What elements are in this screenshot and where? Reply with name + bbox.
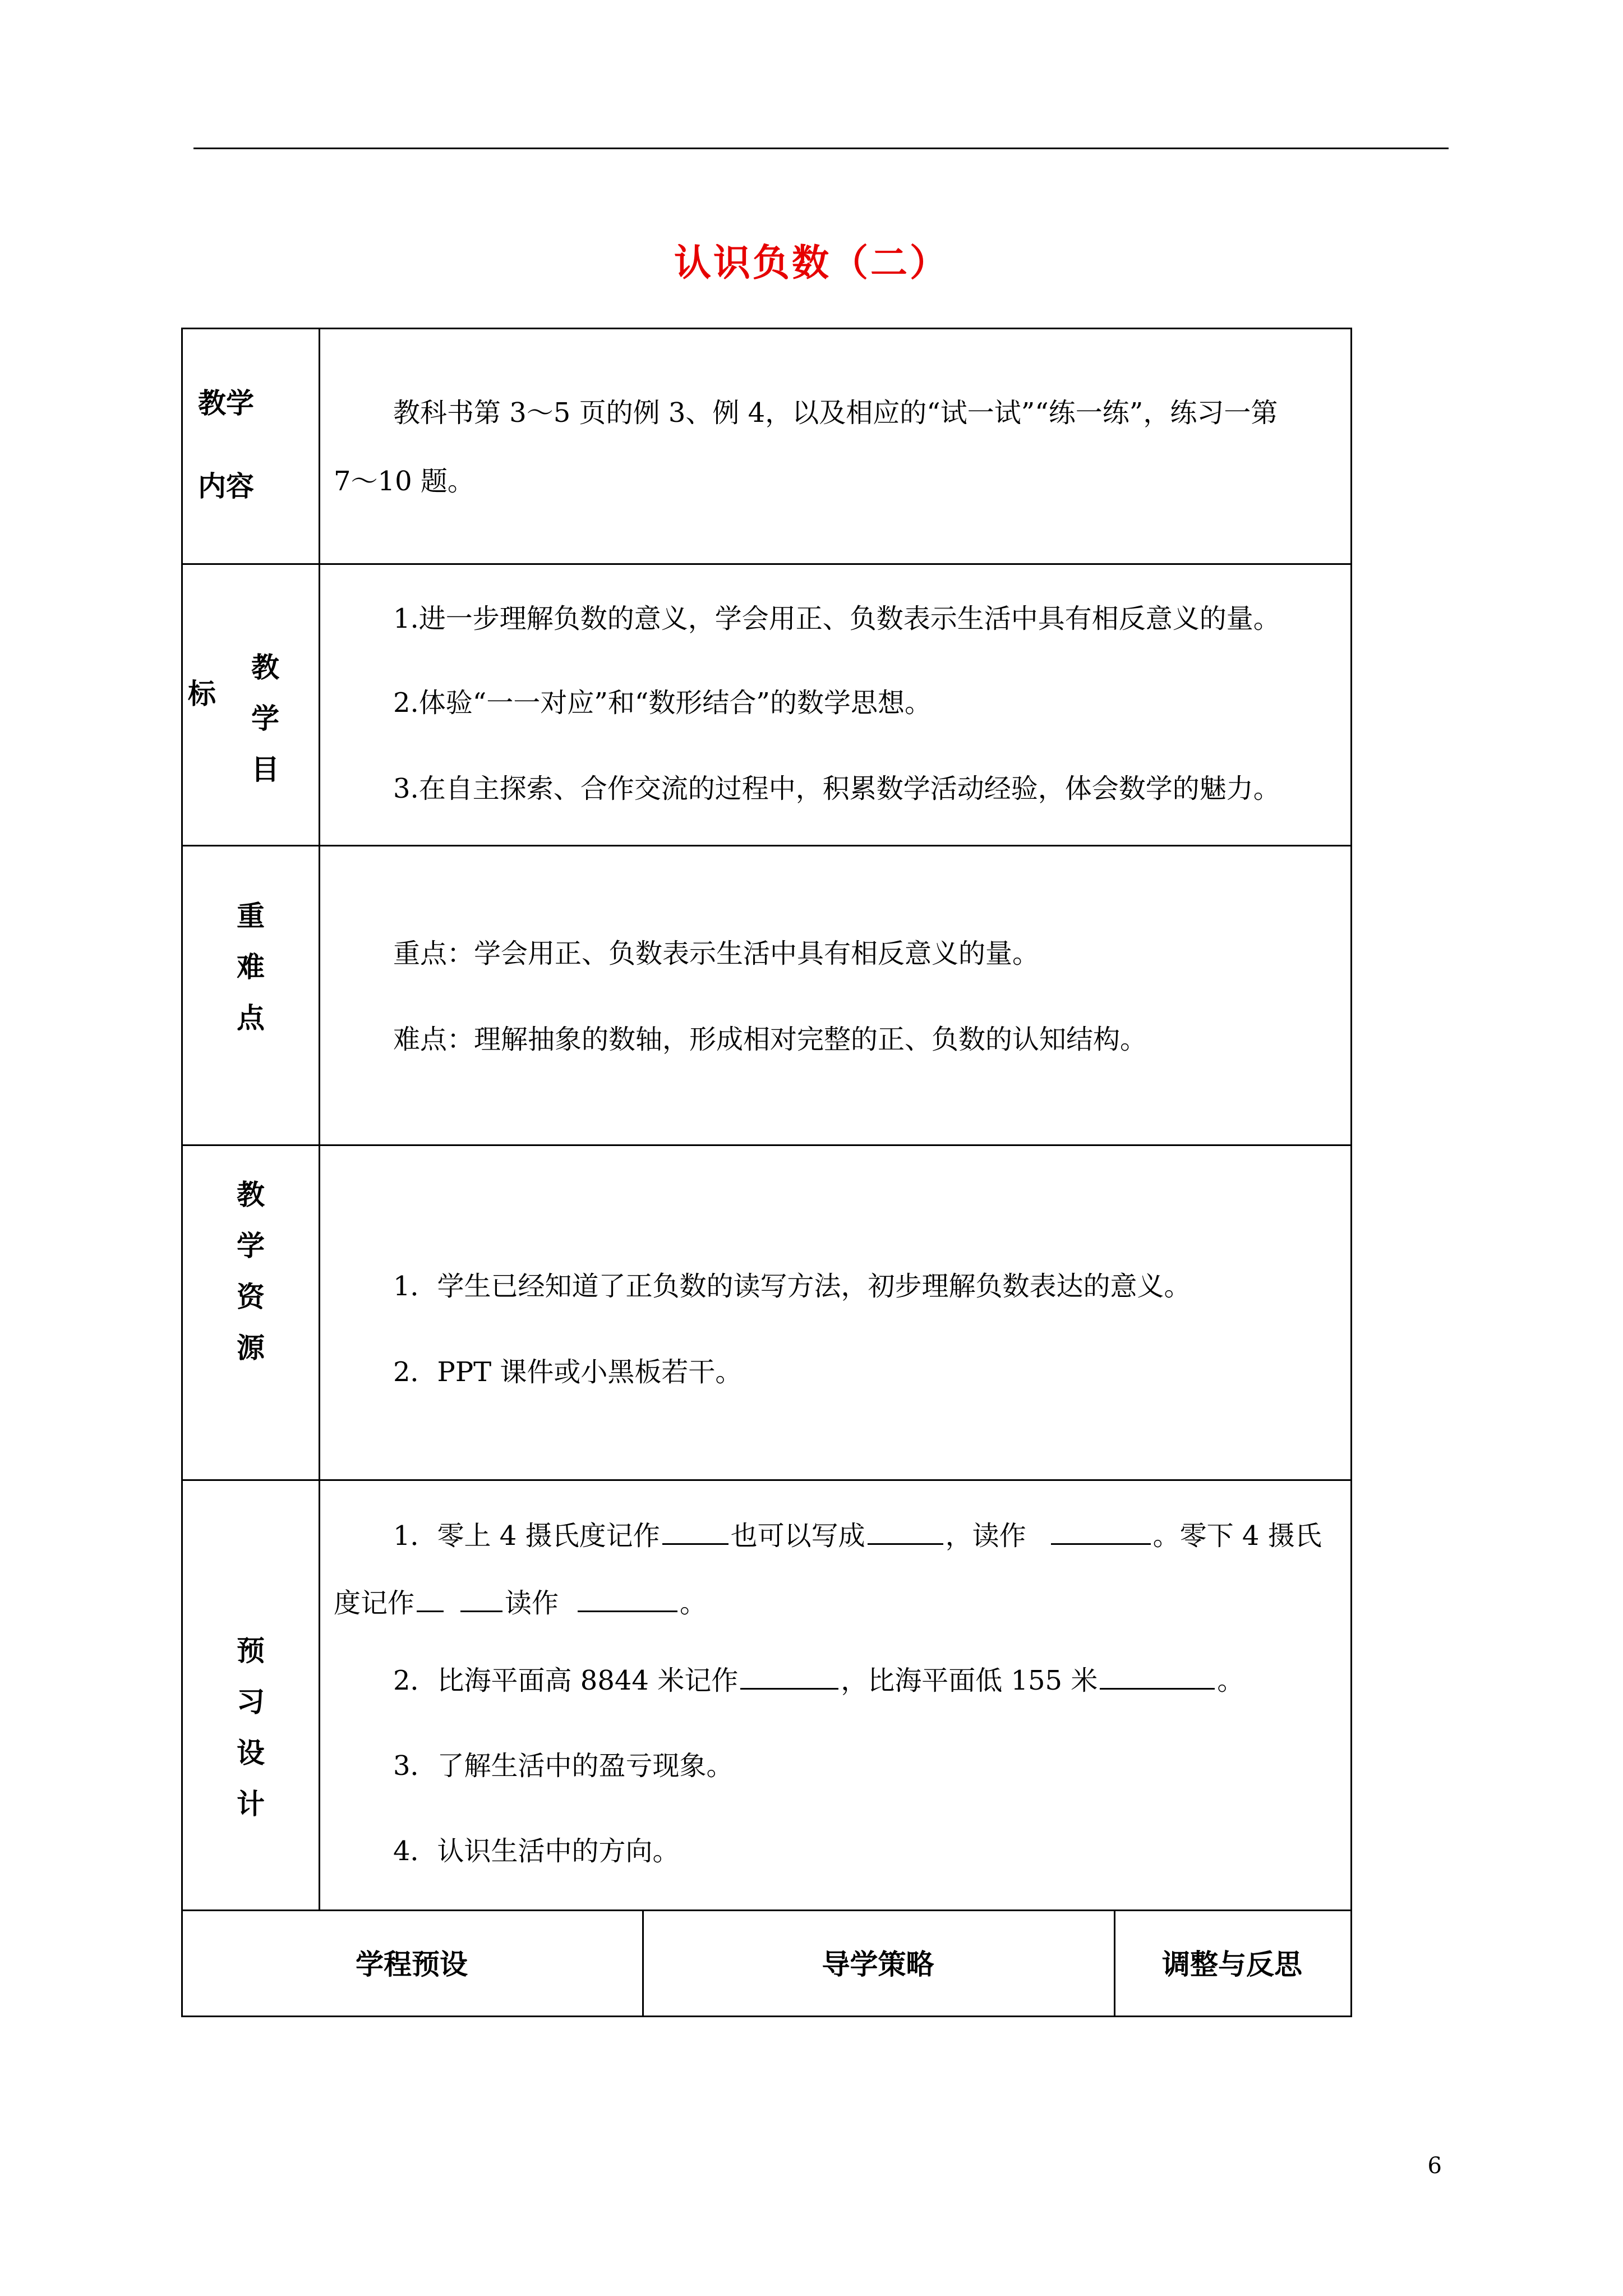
goal-item-1: 1.进一步理解负数的意义，学会用正、负数表示生活中具有相反意义的量。 — [393, 603, 1280, 634]
page-title: 认识负数（二） — [674, 241, 949, 284]
label-column-divider — [319, 328, 320, 1911]
key-points-label — [234, 890, 268, 1043]
q1-part: 也可以写成 — [730, 1520, 865, 1552]
content-line-1: 教科书第 3～5 页的例 3、例 4，以及相应的“试一试”“练一练”，练习一第 — [393, 397, 1278, 429]
goals-label-char: 教 — [251, 651, 279, 684]
preview-label-char: 设 — [237, 1736, 265, 1769]
preview-label-char: 预 — [237, 1634, 265, 1667]
answer-blank[interactable] — [1051, 1543, 1151, 1545]
answer-blank[interactable] — [460, 1610, 502, 1612]
difficulty-text: 难点：理解抽象的数轴，形成相对完整的正、负数的认知结构。 — [393, 1024, 1147, 1055]
preview-question-1 — [393, 1520, 1322, 1552]
preview-question-1-cont — [334, 1590, 707, 1617]
preview-label-char: 习 — [237, 1685, 265, 1718]
row-divider — [181, 845, 1352, 846]
resources-label-char: 教 — [237, 1178, 265, 1211]
answer-blank[interactable] — [662, 1543, 728, 1545]
footer-col-2: 导学策略 — [822, 1948, 934, 1981]
key-points-label-char: 点 — [237, 1001, 265, 1034]
preview-label — [234, 1625, 268, 1829]
resource-item-1: 1．学生已经知道了正负数的读写方法，初步理解负数表达的意义。 — [393, 1271, 1191, 1302]
q1-part: 读作 — [505, 1588, 559, 1619]
page-number: 6 — [1427, 2153, 1442, 2179]
row-divider — [181, 1144, 1352, 1146]
q1-part: 。零下 4 摄氏 — [1152, 1520, 1322, 1552]
resource-item-2: 2．PPT 课件或小黑板若干。 — [393, 1356, 743, 1388]
footer-col-3: 调整与反思 — [1162, 1948, 1302, 1981]
header-rule — [193, 148, 1449, 149]
resources-label-char: 学 — [237, 1229, 265, 1262]
key-point-text: 重点：学会用正、负数表示生活中具有相反意义的量。 — [393, 938, 1040, 969]
resources-label-char: 源 — [237, 1331, 265, 1364]
row-divider — [181, 1910, 1352, 1911]
preview-question-3: 3．了解生活中的盈亏现象。 — [393, 1750, 734, 1782]
q2-part: ，比海平面低 155 米 — [841, 1665, 1098, 1696]
goal-item-2: 2.体验“一一对应”和“数形结合”的数学思想。 — [393, 687, 932, 719]
resources-label — [234, 1169, 268, 1373]
table-border-bottom — [181, 2016, 1352, 2017]
key-points-label-char: 重 — [237, 899, 265, 932]
goals-label-side: 标 — [188, 677, 216, 710]
answer-blank[interactable] — [417, 1610, 444, 1612]
preview-label-char: 计 — [237, 1787, 265, 1820]
content-line-2: 7～10 题。 — [334, 466, 474, 497]
footer-col-1: 学程预设 — [356, 1948, 468, 1981]
goals-label-char: 学 — [251, 702, 279, 735]
answer-blank[interactable] — [578, 1610, 677, 1612]
content-label-2: 内容 — [198, 470, 254, 503]
content-label-1: 教学 — [198, 386, 254, 420]
table-border-top — [181, 328, 1352, 329]
q2-part: 。 — [1217, 1665, 1244, 1696]
q1-part: 。 — [680, 1588, 707, 1619]
answer-blank[interactable] — [740, 1687, 838, 1690]
answer-blank[interactable] — [868, 1543, 943, 1545]
q1-part: ，读作 — [945, 1520, 1026, 1552]
goals-label-char: 目 — [251, 753, 279, 786]
resources-label-char: 资 — [237, 1280, 265, 1313]
table-border-right — [1350, 328, 1352, 2017]
q2-part: 2．比海平面高 8844 米记作 — [393, 1665, 739, 1696]
table-border-left — [181, 328, 183, 2017]
preview-question-2 — [393, 1667, 1244, 1694]
lesson-plan-table — [181, 328, 1352, 2017]
key-points-label-char: 难 — [237, 950, 265, 983]
preview-question-4: 4．认识生活中的方向。 — [393, 1835, 680, 1867]
row-divider — [181, 563, 1352, 565]
q1-part: 1．零上 4 摄氏度记作 — [393, 1520, 660, 1552]
goals-label — [248, 642, 282, 795]
row-divider — [181, 1479, 1352, 1481]
answer-blank[interactable] — [1100, 1687, 1215, 1690]
goal-item-3: 3.在自主探索、合作交流的过程中，积累数学活动经验，体会数学的魅力。 — [393, 773, 1280, 804]
q1-part: 度记作 — [334, 1588, 415, 1619]
